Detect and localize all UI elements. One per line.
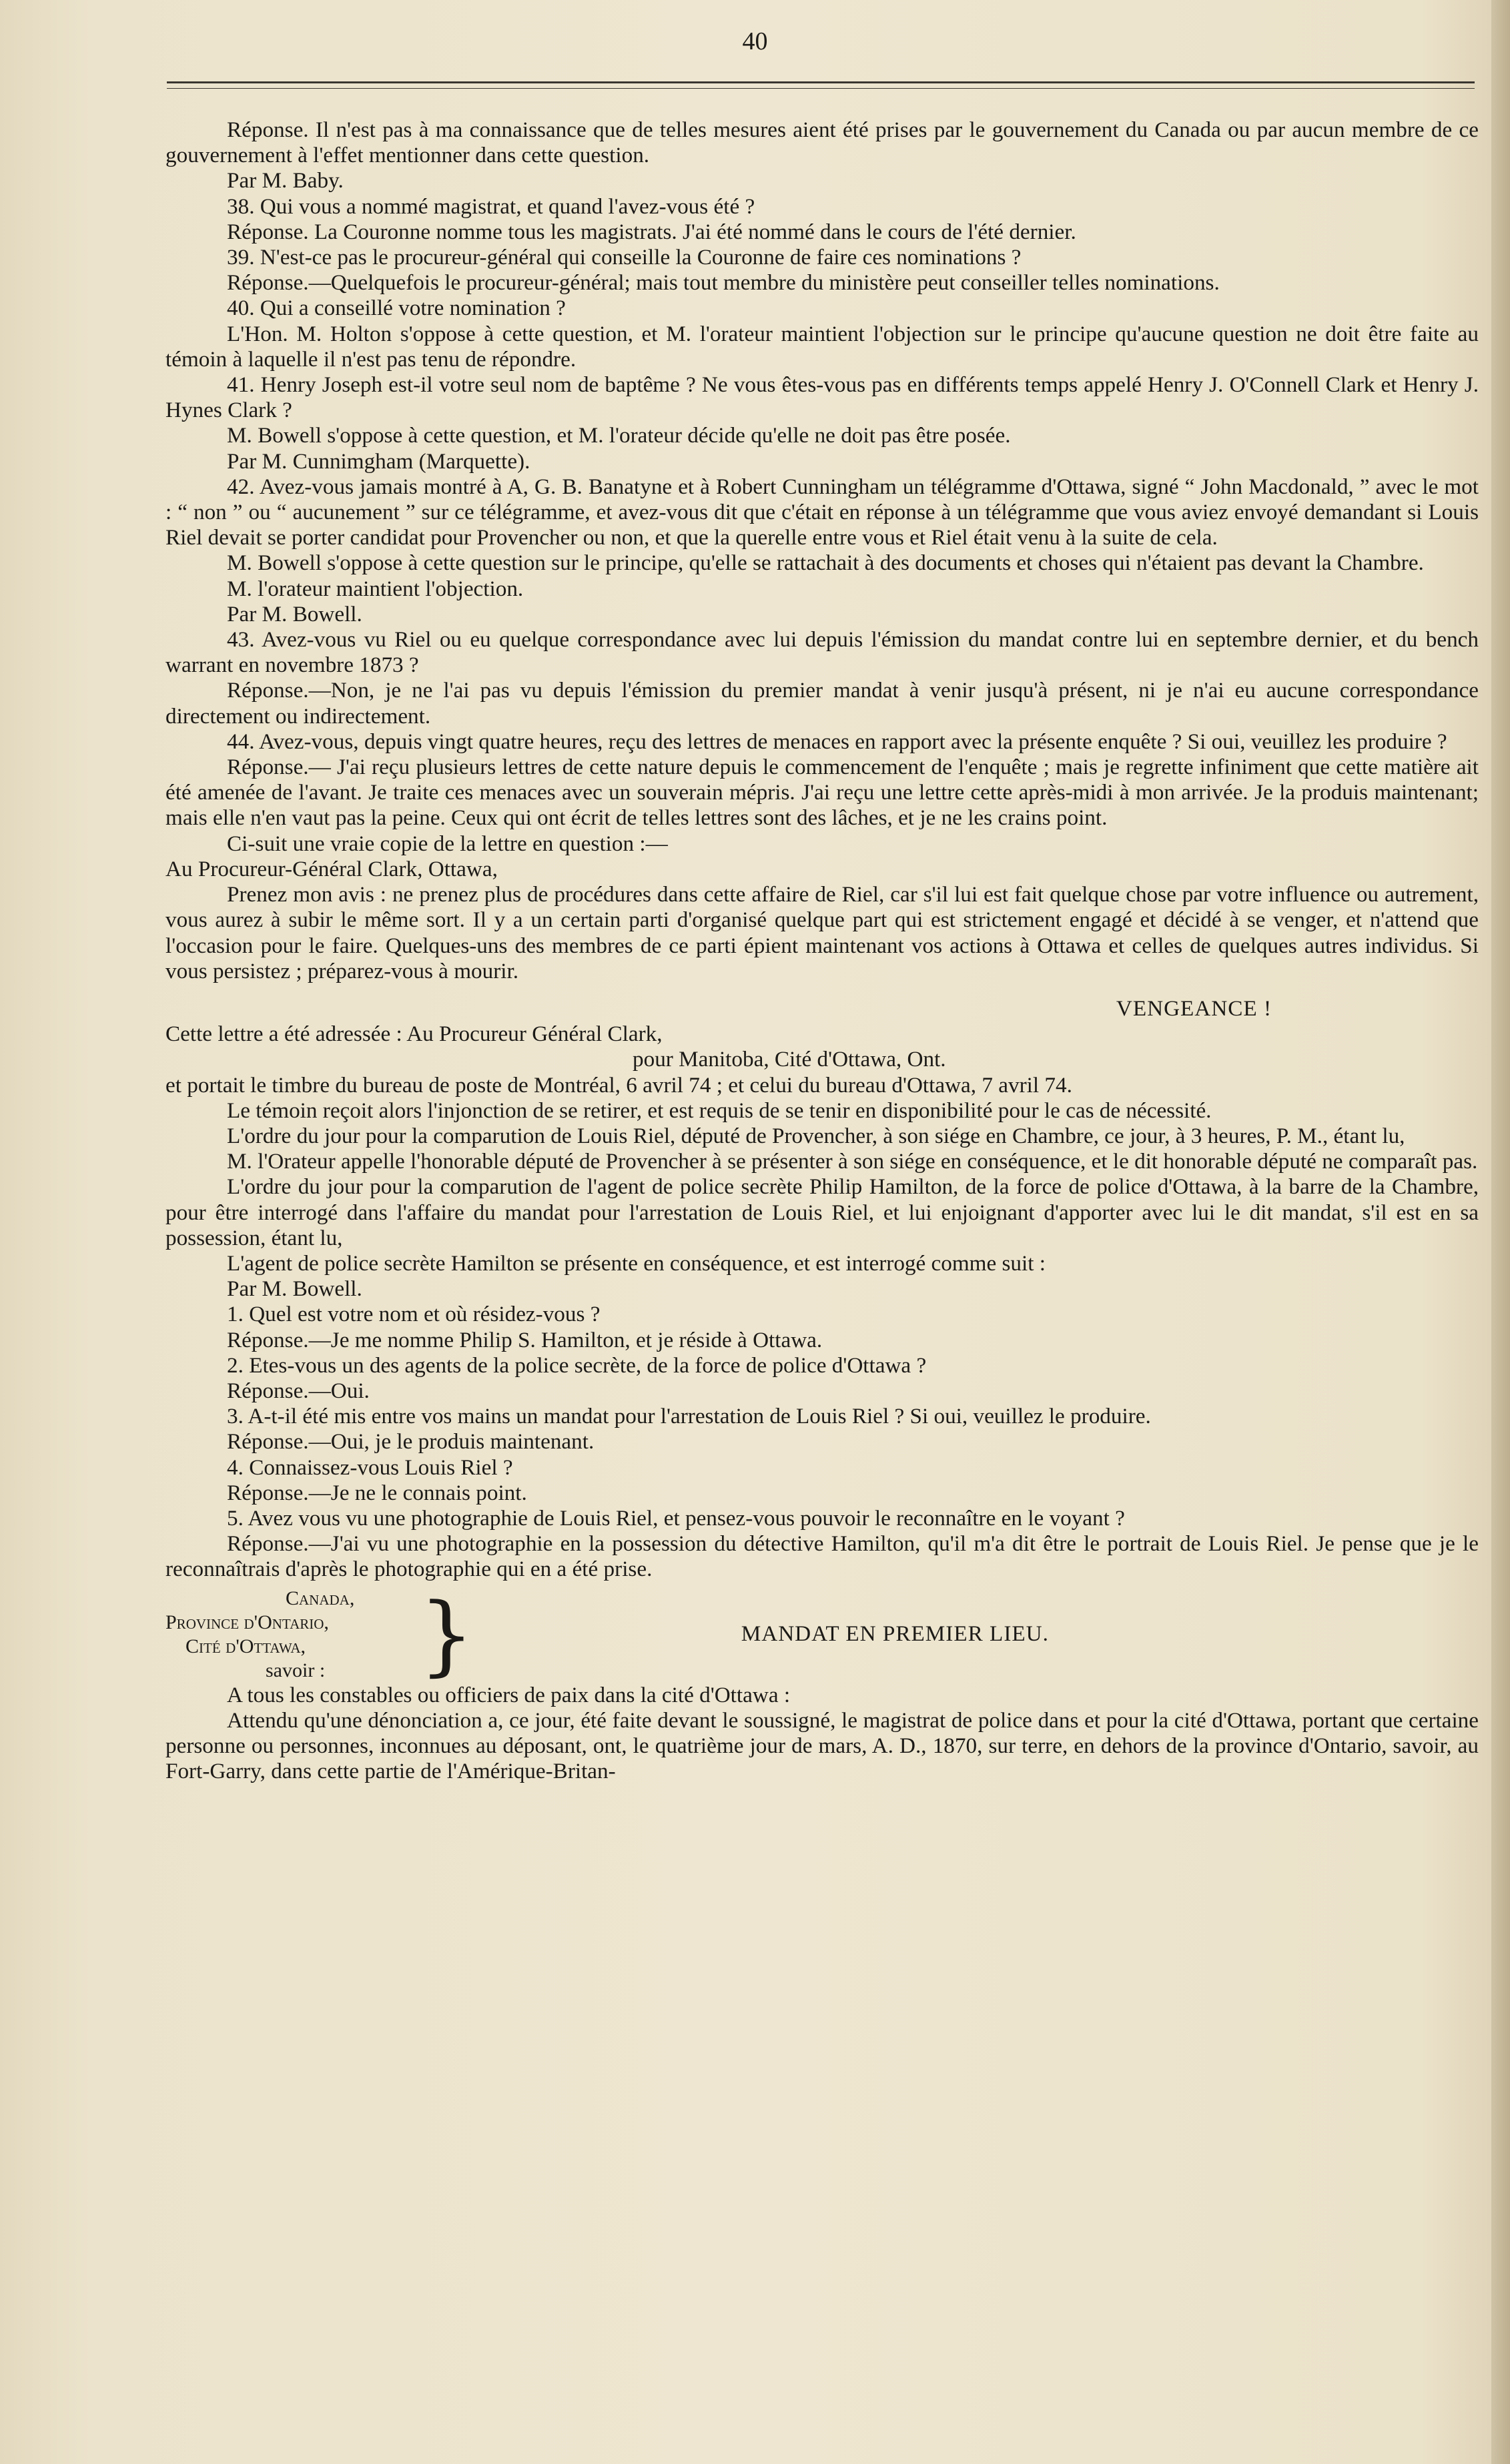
paragraph: L'ordre du jour pour la comparution de Louis Riel, député de Provencher, à son siége en Chambre, ce jour, à 3 heures, P. M., étant lu, bbox=[227, 1123, 1405, 1148]
address-line: pour Manitoba, Cité d'Ottawa, Ont. bbox=[633, 1047, 946, 1072]
question: 40. Qui a conseillé votre nomination ? bbox=[227, 296, 566, 321]
answer: Réponse.—Quelquefois le procureur-général; mais tout membre du ministère peut conseiller telles nominations. bbox=[227, 270, 1220, 296]
answer: Réponse.—J'ai vu une photographie en la possession du détective Hamilton, qu'il m'a dit être le portrait de Louis Riel. Je pense que je le reconnaîtrais d'après le photographie qui en a été prise. bbox=[165, 1531, 1479, 1582]
paragraph: M. Bowell s'oppose à cette question sur le principe, qu'elle se rattachait à des documents et choses qui n'étaient pas devant la Chambre. bbox=[227, 550, 1424, 576]
page-number: 40 bbox=[742, 27, 768, 55]
question: 38. Qui vous a nommé magistrat, et quand l'avez-vous été ? bbox=[227, 193, 755, 219]
question: 43. Avez-vous vu Riel ou eu quelque correspondance avec lui depuis l'émission du mandat contre lui en septembre dernier, et du bench warrant en novembre 1873 ? bbox=[165, 627, 1479, 678]
jurisdiction-block bbox=[165, 1587, 432, 1683]
paragraph: L'ordre du jour pour la comparution de l'agent de police secrète Philip Hamilton, de la force de police d'Ottawa, à la barre de la Chambre, pour être interrogé dans l'affaire du mandat pour l'arrestation de Louis Riel, et lui enjoignant d'apporter avec lui le dit mandat, s'il est en sa possession, étant lu, bbox=[165, 1174, 1479, 1250]
paragraph: M. l'Orateur appelle l'honorable député de Provencher à se présenter à son siége en conséquence, et le dit honorable député ne comparaît pas. bbox=[227, 1149, 1478, 1174]
answer: Réponse.— J'ai reçu plusieurs lettres de cette nature depuis le commencement de l'enquête ; mais je regrette infiniment que cette matière ait été amenée de l'avant. Je traite ces menaces avec un souverain mépris. J'ai reçu une lettre cette après-midi à mon arrivée. Je la produis maintenant; mais elle n'en vaut pas la peine. Ceux qui ont écrit de telles lettres sont des lâches, et je ne les crains point. bbox=[165, 755, 1479, 831]
question: 44. Avez-vous, depuis vingt quatre heures, reçu des lettres de menaces en rapport avec la présente enquête ? Si oui, veuillez les produire ? bbox=[227, 729, 1447, 754]
warrant-heading bbox=[165, 1583, 1479, 1685]
paragraph: Par M. Cunnimgham (Marquette). bbox=[227, 448, 530, 474]
question: 39. N'est-ce pas le procureur-général qui conseille la Couronne de faire ces nominations ? bbox=[227, 245, 1022, 270]
paragraph: M. l'orateur maintient l'objection. bbox=[227, 576, 524, 601]
address-line: Cette lettre a été adressée : Au Procureur Général Clark, bbox=[165, 1021, 663, 1047]
document-body bbox=[165, 117, 1479, 1784]
header-rule bbox=[167, 81, 1475, 83]
paragraph: L'Hon. M. Holton s'oppose à cette question, et M. l'orateur maintient l'objection sur le principe qu'aucune question ne doit être faite au témoin à laquelle il n'est pas tenu de répondre. bbox=[165, 321, 1479, 372]
paragraph: Réponse. Il n'est pas à ma connaissance que de telles mesures aient été prises par le gouvernement du Canada ou par aucun membre de ce gouvernement à l'effet mentionner dans cette question. bbox=[165, 117, 1479, 168]
letter-signature: VENGEANCE ! bbox=[1116, 995, 1272, 1021]
header-rule-thin bbox=[167, 88, 1475, 89]
paragraph: Par M. Bowell. bbox=[227, 601, 362, 627]
question: 5. Avez vous vu une photographie de Louis Riel, et pensez-vous pouvoir le reconnaître en le voyant ? bbox=[227, 1505, 1125, 1531]
jurisdiction-line: savoir : bbox=[266, 1659, 326, 1681]
answer: Réponse.—Non, je ne l'ai pas vu depuis l'émission du premier mandat à venir jusqu'à présent, ni je n'ai eu aucune correspondance directement ou indirectement. bbox=[165, 678, 1479, 729]
paragraph: Ci-suit une vraie copie de la lettre en question :— bbox=[227, 831, 668, 856]
letter-addressee: Au Procureur-Général Clark, Ottawa, bbox=[165, 856, 498, 881]
question: 2. Etes-vous un des agents de la police secrète, de la force de police d'Ottawa ? bbox=[227, 1352, 927, 1378]
question: 42. Avez-vous jamais montré à A, G. B. Banatyne et à Robert Cunningham un télégramme d'Ottawa, signé “ John Macdonald, ” avec le mot : “ non ” ou “ aucunement ” sur ce télégramme, et avez-vous dit que c'était en réponse à un télégramme que vous aviez envoyé demandant si Louis Riel devait se porter candidat pour Provencher ou non, et que la querelle entre vous et Riel était venu à la suite de cela. bbox=[165, 474, 1479, 550]
page-edge-shadow bbox=[1491, 0, 1510, 2464]
question: 1. Quel est votre nom et où résidez-vous ? bbox=[227, 1302, 601, 1327]
paragraph: Attendu qu'une dénonciation a, ce jour, été faite devant le soussigné, le magistrat de police dans et pour la cité d'Ottawa, portant que certaine personne ou personnes, inconnues au déposant, ont, le quatrième jour de mars, A. D., 1870, sur terre, en dehors de la province d'Ontario, savoir, au Fort-Garry, dans cette partie de l'Amérique-Britan- bbox=[165, 1707, 1479, 1784]
paragraph: A tous les constables ou officiers de paix dans la cité d'Ottawa : bbox=[227, 1682, 791, 1707]
paragraph: Par M. Baby. bbox=[227, 168, 344, 193]
postmark-line: et portait le timbre du bureau de poste de Montréal, 6 avril 74 ; et celui du bureau d'Ottawa, 7 avril 74. bbox=[165, 1072, 1072, 1098]
brace-glyph: } bbox=[419, 1583, 474, 1685]
paragraph: M. Bowell s'oppose à cette question, et M. l'orateur décide qu'elle ne doit pas être posée. bbox=[227, 423, 1011, 448]
question: 41. Henry Joseph est-il votre seul nom de baptême ? Ne vous êtes-vous pas en différents temps appelé Henry J. O'Connell Clark et Henry J. Hynes Clark ? bbox=[165, 372, 1479, 423]
jurisdiction-line: Canada, bbox=[286, 1587, 355, 1609]
paragraph: L'agent de police secrète Hamilton se présente en conséquence, et est interrogé comme suit : bbox=[227, 1250, 1046, 1276]
warrant-title: MANDAT EN PREMIER LIEU. bbox=[741, 1621, 1049, 1647]
paragraph: Par M. Bowell. bbox=[227, 1276, 362, 1302]
answer: Réponse.—Oui. bbox=[227, 1378, 370, 1403]
letter-body: Prenez mon avis : ne prenez plus de procédures dans cette affaire de Riel, car s'il lui est fait quelque chose par votre influence ou autrement, vous aurez à subir le même sort. Il y a un certain parti d'organisé quelque part qui est strictement engagé et décidé à se venger, et n'attend que l'occasion pour le faire. Quelques-uns des membres de ce parti épient maintenant vos actions à Ottawa et celles de quelques autres individus. Si vous persistez ; préparez-vous à mourir. bbox=[165, 882, 1479, 983]
answer: Réponse.—Oui, je le produis maintenant. bbox=[227, 1429, 595, 1455]
question: 3. A-t-il été mis entre vos mains un mandat pour l'arrestation de Louis Riel ? Si oui, veuillez le produire. bbox=[227, 1404, 1151, 1429]
paragraph: Le témoin reçoit alors l'injonction de se retirer, et est requis de se tenir en disponibilité pour le cas de nécessité. bbox=[227, 1098, 1212, 1123]
jurisdiction-line: Cité d'Ottawa, bbox=[185, 1635, 306, 1657]
answer: Réponse.—Je me nomme Philip S. Hamilton, et je réside à Ottawa. bbox=[227, 1327, 823, 1352]
answer: Réponse. La Couronne nomme tous les magistrats. J'ai été nommé dans le cours de l'été dernier. bbox=[227, 219, 1076, 244]
answer: Réponse.—Je ne le connais point. bbox=[227, 1480, 527, 1505]
jurisdiction-line: Province d'Ontario, bbox=[165, 1611, 329, 1633]
question: 4. Connaissez-vous Louis Riel ? bbox=[227, 1455, 513, 1480]
